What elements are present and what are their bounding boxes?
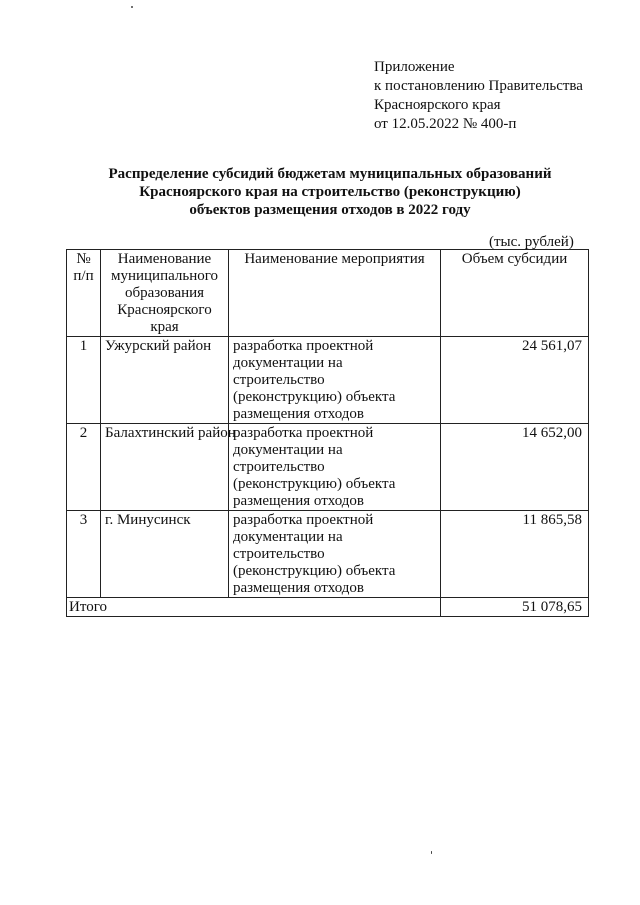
table-row bbox=[67, 511, 589, 598]
appendix-block bbox=[374, 58, 583, 134]
appendix-line: Красноярского края bbox=[374, 97, 501, 113]
row-number: 3 bbox=[67, 511, 101, 598]
total-subsidy: 51 078,65 bbox=[441, 598, 589, 617]
appendix-line: к постановлению Правительства bbox=[374, 78, 583, 94]
document-title bbox=[60, 165, 600, 219]
row-subsidy: 11 865,58 bbox=[441, 511, 589, 598]
header-subsidy: Объем субсидии bbox=[441, 250, 589, 337]
row-number: 1 bbox=[67, 337, 101, 424]
table-row bbox=[67, 337, 589, 424]
table-header-row bbox=[67, 250, 589, 337]
row-municipality: г. Минусинск bbox=[101, 511, 229, 598]
subsidy-table bbox=[66, 249, 589, 617]
row-municipality: Ужурский район bbox=[101, 337, 229, 424]
total-label: Итого bbox=[67, 598, 441, 617]
appendix-line: Приложение bbox=[374, 59, 455, 75]
title-line: объектов размещения отходов в 2022 году bbox=[189, 202, 471, 218]
row-subsidy: 14 652,00 bbox=[441, 424, 589, 511]
row-event: разработка проектной документации на строительство (реконструкцию) объекта размещения отходов bbox=[229, 337, 441, 424]
title-line: Красноярского края на строительство (реконструкцию) bbox=[139, 184, 521, 200]
appendix-line: от 12.05.2022 № 400-п bbox=[374, 116, 517, 132]
table-total-row bbox=[67, 598, 589, 617]
row-number: 2 bbox=[67, 424, 101, 511]
scan-speck bbox=[431, 851, 432, 854]
units-note: (тыс. рублей) bbox=[489, 234, 574, 250]
header-number: № п/п bbox=[67, 250, 101, 337]
row-municipality: Балахтинский район bbox=[101, 424, 229, 511]
table-row bbox=[67, 424, 589, 511]
row-subsidy: 24 561,07 bbox=[441, 337, 589, 424]
row-event: разработка проектной документации на строительство (реконструкцию) объекта размещения отходов bbox=[229, 511, 441, 598]
header-municipality: Наименование муниципального образования Красноярского края bbox=[101, 250, 229, 337]
title-line: Распределение субсидий бюджетам муниципальных образований bbox=[108, 166, 552, 182]
header-event: Наименование мероприятия bbox=[229, 250, 441, 337]
scan-speck bbox=[131, 6, 133, 8]
row-event: разработка проектной документации на строительство (реконструкцию) объекта размещения отходов bbox=[229, 424, 441, 511]
